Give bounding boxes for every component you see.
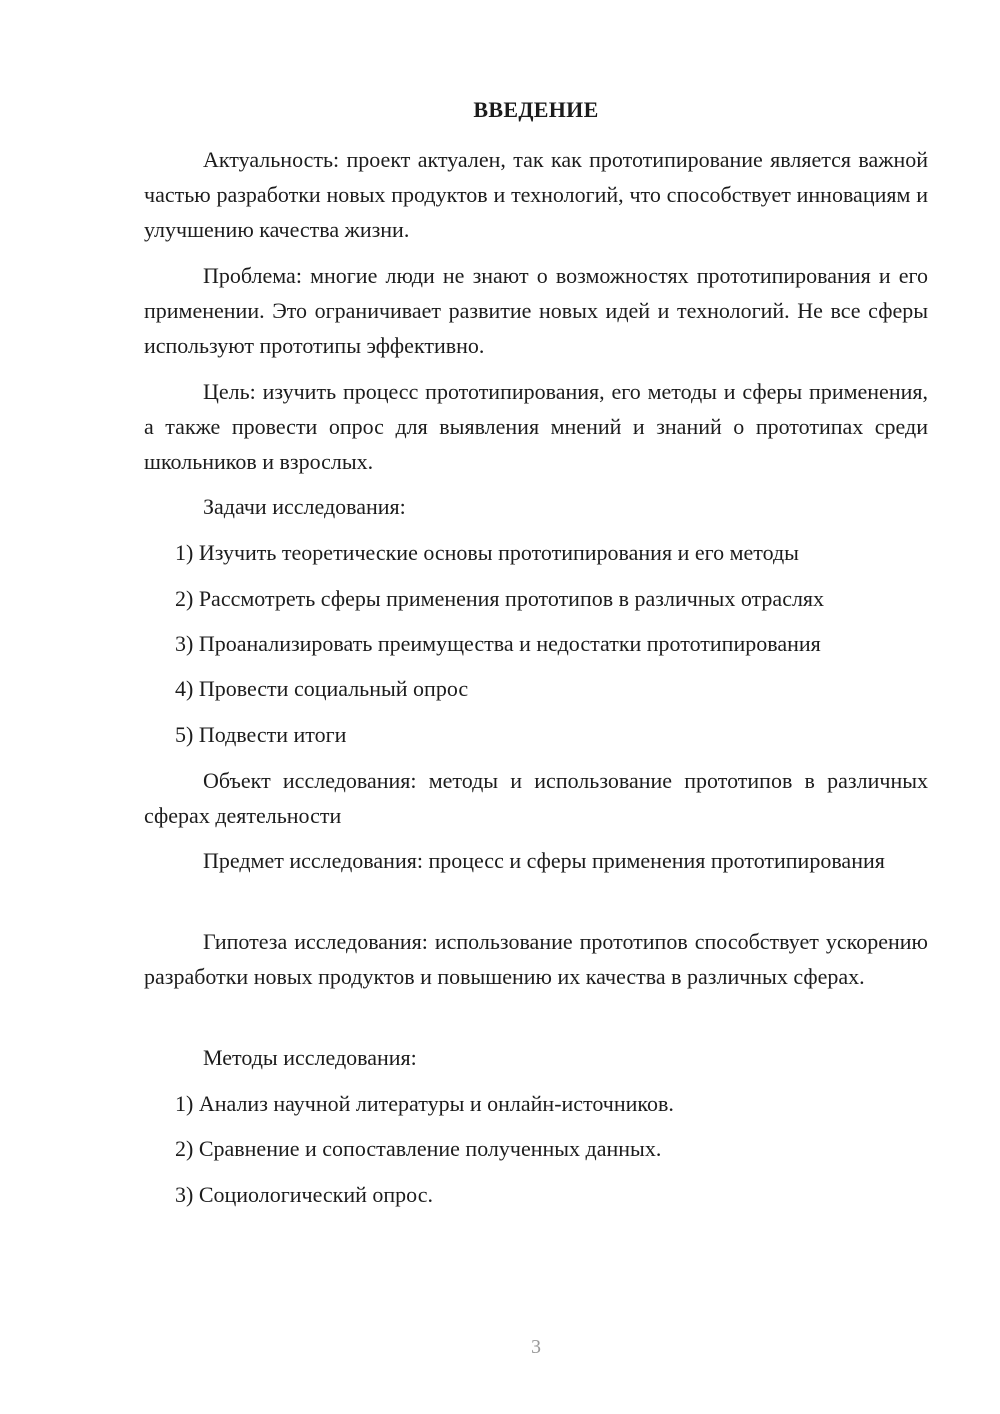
methods-heading: Методы исследования:	[203, 1045, 417, 1070]
tasks-heading: Задачи исследования:	[203, 494, 406, 519]
task-item-5: 5) Подвести итоги	[175, 722, 347, 747]
task-item-3: 3) Проанализировать преимущества и недостатки прототипирования	[175, 631, 821, 656]
page-number: 3	[531, 1336, 541, 1358]
goal-paragraph: Цель: изучить процесс прототипирования, его методы и сферы применения, а также провести опрос для выявления мнений и знаний о прототипах среди школьников и взрослых.	[144, 379, 928, 474]
object-paragraph: Объект исследования: методы и использование прототипов в различных сферах деятельности	[144, 768, 928, 828]
subject-paragraph: Предмет исследования: процесс и сферы применения прототипирования	[203, 848, 885, 873]
method-item-2: 2) Сравнение и сопоставление полученных данных.	[175, 1136, 662, 1161]
task-item-2: 2) Рассмотреть сферы применения прототипов в различных отраслях	[175, 586, 825, 611]
task-item-1: 1) Изучить теоретические основы прототипирования и его методы	[175, 540, 799, 565]
relevance-paragraph: Актуальность: проект актуален, так как прототипирование является важной частью разработки новых продуктов и технологий, что способствует инновациям и улучшению качества жизни.	[144, 147, 928, 242]
page-title: ВВЕДЕНИЕ	[473, 97, 599, 122]
method-item-1: 1) Анализ научной литературы и онлайн-источников.	[175, 1091, 674, 1116]
problem-paragraph: Проблема: многие люди не знают о возможностях прототипирования и его применении. Это ограничивает развитие новых идей и технологий. Не все сферы используют прототипы эффективно.	[144, 263, 928, 358]
hypothesis-paragraph: Гипотеза исследования: использование прототипов способствует ускорению разработки новых продуктов и повышению их качества в различных сферах.	[144, 929, 928, 989]
method-item-3: 3) Социологический опрос.	[175, 1182, 433, 1207]
task-item-4: 4) Провести социальный опрос	[175, 676, 469, 701]
